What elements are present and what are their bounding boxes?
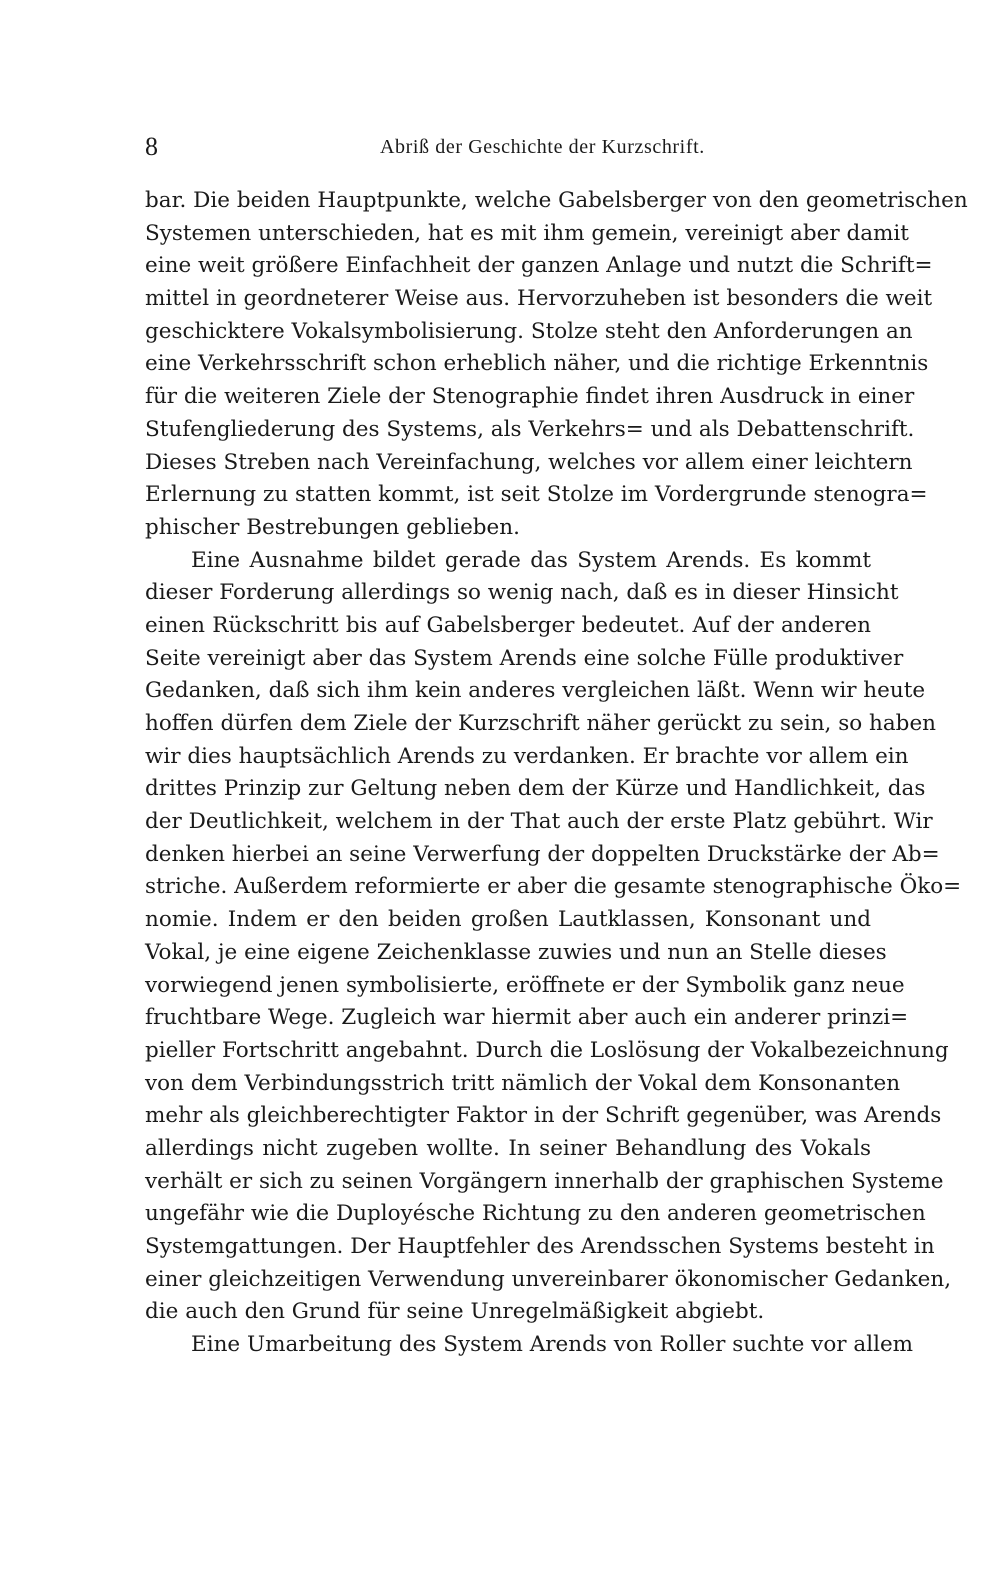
text-line: der Deutlichkeit, welchem in der That auch der erste Platz gebührt. Wir — [145, 809, 933, 835]
text-line: nomie. Indem er den beiden großen Lautklassen, Konsonant und — [145, 907, 871, 933]
text-line: die auch den Grund für seine Unregelmäßigkeit abgiebt. — [145, 1299, 765, 1325]
text-line: Gedanken, daß sich ihm kein anderes vergleichen läßt. Wenn wir heute — [145, 678, 926, 704]
text-line: mehr als gleichberechtigter Faktor in der Schrift gegenüber, was Arends — [145, 1103, 942, 1129]
text-line: wir dies hauptsächlich Arends zu verdanken. Er brachte vor allem ein — [145, 743, 909, 769]
text-line: denken hierbei an seine Verwerfung der doppelten Druckstärke der Ab= — [145, 841, 940, 867]
text-line: verhält er sich zu seinen Vorgängern innerhalb der graphischen Systeme — [145, 1168, 944, 1194]
text-line: für die weiteren Ziele der Stenographie findet ihren Ausdruck in einer — [145, 384, 915, 410]
text-line: vorwiegend jenen symbolisierte, eröffnete er der Symbolik ganz neue — [145, 972, 905, 998]
body-text — [145, 185, 968, 1362]
text-line: drittes Prinzip zur Geltung neben dem der Kürze und Handlichkeit, das — [145, 776, 926, 802]
text-line: dieser Forderung allerdings so wenig nach, daß es in dieser Hinsicht — [145, 580, 899, 606]
text-line: striche. Außerdem reformierte er aber die gesamte stenographische Öko= — [145, 874, 962, 900]
text-line: einer gleichzeitigen Verwendung unvereinbarer ökonomischer Gedanken, — [145, 1266, 952, 1292]
page-header — [145, 128, 869, 168]
text-line: mittel in geordneterer Weise aus. Hervorzuheben ist besonders die weit — [145, 286, 933, 312]
text-line: allerdings nicht zugeben wollte. In seiner Behandlung des Vokals — [145, 1135, 871, 1161]
text-line: bar. Die beiden Hauptpunkte, welche Gabelsberger von den geometrischen — [145, 188, 968, 213]
text-line: eine weit größere Einfachheit der ganzen Anlage und nutzt die Schrift= — [145, 253, 933, 279]
text-line: eine Verkehrsschrift schon erheblich näher, und die richtige Erkenntnis — [145, 351, 929, 377]
running-title: Abriß der Geschichte der Kurzschrift. — [380, 136, 705, 158]
text-line: Eine Umarbeitung des System Arends von Roller suchte vor allem — [191, 1332, 914, 1358]
text-line: Erlernung zu statten kommt, ist seit Stolze im Vordergrunde stenogra= — [145, 482, 928, 508]
text-line: Eine Ausnahme bildet gerade das System Arends. Es kommt — [191, 547, 871, 573]
page-number: 8 — [145, 132, 158, 161]
text-line: Stufengliederung des Systems, als Verkehrs= und als Debattenschrift. — [145, 416, 915, 442]
text-line: Dieses Streben nach Vereinfachung, welches vor allem einer leichtern — [145, 449, 913, 475]
text-line: pieller Fortschritt angebahnt. Durch die Loslösung der Vokalbezeichnung — [145, 1037, 949, 1063]
text-line: von dem Verbindungsstrich tritt nämlich der Vokal dem Konsonanten — [145, 1070, 901, 1096]
text-line: Systemen unterschieden, hat es mit ihm gemein, vereinigt aber damit — [145, 220, 909, 246]
text-line: geschicktere Vokalsymbolisierung. Stolze steht den Anforderungen an — [145, 318, 913, 344]
text-line: fruchtbare Wege. Zugleich war hiermit aber auch ein anderer prinzi= — [145, 1005, 909, 1031]
text-line: hoffen dürfen dem Ziele der Kurzschrift näher gerückt zu sein, so haben — [145, 711, 937, 736]
text-line: Vokal, je eine eigene Zeichenklasse zuwies und nun an Stelle dieses — [145, 939, 887, 965]
text-line: einen Rückschritt bis auf Gabelsberger bedeutet. Auf der anderen — [145, 612, 871, 638]
text-line: ungefähr wie die Duployésche Richtung zu den anderen geometrischen — [145, 1201, 926, 1227]
text-line: Systemgattungen. Der Hauptfehler des Arendsschen Systems besteht in — [145, 1234, 935, 1259]
text-line: Seite vereinigt aber das System Arends eine solche Fülle produktiver — [145, 645, 904, 671]
text-line: phischer Bestrebungen geblieben. — [145, 514, 520, 540]
